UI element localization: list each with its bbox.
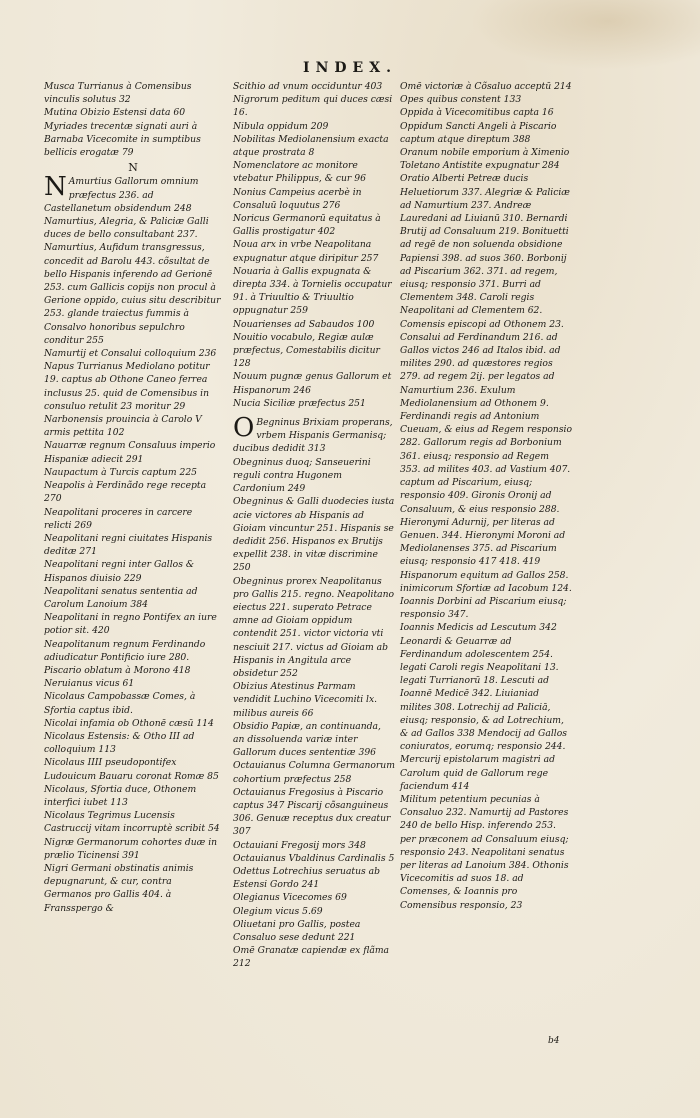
index-column-middle [233,80,395,971]
index-entry: Myriades trecentæ signati auri à Barnaba Vicecomite in sumptibus bellicis erogatæ 79 [44,120,201,159]
index-entry: Neruianus vicus 61 [44,678,135,690]
index-entry: Noricus Germanorū equitatus à Gallis prostigatur 402 [233,213,381,238]
letter-heading: N [128,161,138,175]
index-entry: Oppidum Sancti Angeli à Piscario captum atque direptum 388 [400,120,557,145]
index-entry: Nauarræ regnum Consaluus imperio Hispaniæ adiecit 291 [44,440,216,465]
index-entry: Scithio ad vnum occiduntur 403 [233,81,383,92]
index-entry: Oranum nobile emporium à Ximenio Toletano Antistite expugnatur 284 [400,147,570,172]
drop-cap: O [233,413,255,444]
index-entry: Obegninus prorex Neapolitanus pro Gallis 215. regno. Neapolitano eiectus 221. superato Petrace amne ad Gioiam oppidum contendit 251. victor victoria vti nesciuit 217. victus ad Gioiam ab Hispanis in Angitula arce obsidetur 252 [233,575,395,679]
index-entry: Namurtius, Alegria, & Paliciæ Galli duces de bello consultabant 237. [44,216,209,241]
index-column-left [44,80,222,915]
index-entry: Obegninus duoq; Sanseuerini reguli contra Hugonem Cardonium 249 [233,456,371,495]
index-entry: Naupactum à Turcis captum 225 [44,466,198,478]
index-entry: Obsidio Papiæ, an continuanda, an dissoluenda variæ inter Gallorum duces sententiæ 396 [233,720,381,759]
drop-cap: N [44,172,67,203]
index-entry: Nouitio vocabulo, Regiæ aulæ præfectus, Comestabilis dicitur 128 [233,331,380,370]
index-entry: Nicolai infamia ob Othonē cæsū 114 [44,717,214,729]
index-entry: Nicolaus Campobassæ Comes, à Sfortia captus ibid. [44,691,196,716]
index-entry: Nouum pugnæ genus Gallorum et Hispanorum 246 [233,371,392,396]
index-entry: Musca Turrianus à Comensibus vinculis solutus 32 [44,81,192,106]
index-entry: Odettus Lotrechius seruatus ab Estensi Gordo 241 [233,865,381,891]
index-entry: Oliuetani pro Gallis, postea Consaluo sese dedunt 221 [233,918,361,943]
index-entry: Oppida à Vicecomitibus capta 16 [400,107,554,119]
index-entry: Nomenclatore ac monitore vtebatur Philippus, & cur 96 [233,160,366,185]
index-entry: Nicolaus IIII pseudopontifex Ludouicum Bauaru coronat Romæ 85 [44,757,219,782]
index-entry: Obizius Atestinus Parmam vendidit Luchino Vicecomiti lx. milibus aureis 66 [233,681,378,719]
index-entry: Obegninus & Galli duodecies iusta acie victores ab Hispanis ad Gioiam vincuntur 251. Hispanis se dedidit 256. Hispanos ex Brutijs expellit 238. in vitæ discrimine 250 [233,496,395,574]
index-entry: Nonius Campeius acerbè in Consaluū loquutus 276 [233,186,362,211]
index-entry: Neapolis à Ferdinãdo rege recepta 270 [44,480,207,505]
index-entry [233,413,395,456]
index-entry: Nucia Siciliæ præfectus 251 [233,397,366,409]
index-entry: Nigræ Germanorum cohortes duæ in prælio Ticinensi 391 [44,836,218,861]
index-entry: Omē Granatæ capiendæ ex flãma 212 [233,945,390,970]
entry-text: Amurtius Gallorum omnium præfectus 236. ad Castellanetum obsidendum 248 [44,176,199,214]
index-entry: Neapolitani regni ciuitates Hispanis deditæ 271 [44,532,213,558]
signature-mark: b4 [548,1036,560,1046]
page-title: INDEX. [303,60,397,76]
index-entry: Olegium vicus 5.69 [233,905,323,917]
index-entry: Neapolitanum regnum Ferdinando adiudicatur Pontificio iure 280. Piscario oblatum à Morono 418 [44,638,206,676]
index-entry: Neapolitani senatus sententia ad Carolum Lanoium 384 [44,585,198,610]
index-entry: Leonardi & Geuarræ ad Ferdinandum adolescentem 254. legati Caroli regis Neapolitani 13. legati Turrianorū 18. Lescuti ad Ioannē Medicē 342. Liuianiad milites 308. Lotrechij ad Paliciā, eiusq; responsio, & ad Lotrechium, & ad Gallos 338 Mendocij ad Gallos coniuratos, eorumq; responsio 244. Mercurij epistolarum magistri ad Carolum quid de Gallorum rege faciendum 414 [400,635,567,792]
index-column-right [400,80,572,912]
index-entry: Octauianus Columna Germanorum cohortium præfectus 258 [233,760,395,785]
index-entry: Nicolaus Estensis: & Otho III ad colloquium 113 [44,730,195,756]
index-entry: Nouarienses ad Sabaudos 100 [233,318,375,330]
index-entry: Octauianus Vbaldinus Cardinalis 5 [233,852,395,864]
index-entry: Nicolaus, Sfortia duce, Othonem interfici iubet 113 [44,783,197,808]
index-entry: Namurtius, Aufidum transgressus, concedit ad Barolu 443. cõsultat de bello Hispanis inferendo ad Gerionē 253. cum Gallicis copijs non procul à Gerione oppido, cuius situ describitur 253. glande traiectus fummis à Consalvo honoribus sepulchro conditur 255 [44,242,221,346]
index-entry: Noua arx in vrbe Neapolitana expugnatur atque diripitur 257 [233,239,379,264]
index-entry: Narbonensis prouincia à Carolo V armis pettita 102 [44,414,202,439]
index-entry: Nobilitas Mediolanensium exacta atque prostrata 8 [233,133,389,159]
index-entry: Ioannis Medicis ad Lescutum 342 [400,622,557,634]
index-entry: Militum petentium pecunias à Consaluo 232. Namurtij ad Pastores 240 de bello Hisp. inferendo 253. per præconem ad Consaluum eiusq; responsio 243. Neapolitani senatus per literas ad Lanoium 384. Othonis Vicecomitis ad suos 18. ad Comenses, & Ioannis pro Comensibus responsio, 23 [400,793,569,911]
index-entry: Napus Turrianus Mediolano potitur 19. captus ab Othone Caneo ferrea inclusus 25. quid de Comensibus in consuluo retulit 23 moritur 29 [44,361,210,412]
index-entry: Nigri Germani obstinatis animis depugnarunt, & cur, contra Germanos pro Gallis 404. à Fransspergo & [44,862,194,914]
index-entry: Oratio Alberti Petreæ ducis Heluetiorum 337. Alegriæ & Paliciæ ad Namurtium 237. Andreæ Lauredani ad Liuianū 310. Bernardi Brutij ad Consaluum 219. Bonituetti ad regē de non soluenda obsidione Papiensi 398. ad suos 360. Borbonij ad Piscarium 362. 371. ad regem, eiusq; responsio 371. Burri ad Clementem 348. Caroli regis Neapolitani ad Clementem 62. Comensis episcopi ad Othonem 23. Consalui ad Ferdinandum 216. ad Gallos victos 246 ad Italos ibid. ad milites 290. ad quæstores regios 279. ad regem 2ij. per legatos ad Namurtium 236. Exulum Mediolanensium ad Othonem 9. Ferdinandi regis ad Antonium Cueuam, & eius ad Regem responsio 282. Gallorum regis ad Borbonium 361. eiusq; responsio ad Regem 353. ad milites 403. ad Vastium 407. captum ad Piscarium, eiusq; responsio 409. Gironis Oronij ad Consaluum, & eius responsio 288. Hieronymi Adurnij, per literas ad Genuen. 344. Hieronymi Moroni ad Mediolanenses 375. ad Piscarium eiusq; responsio 417 418. 419 Hispanorum equitum ad Gallos 258. inimicorum Sfortiæ ad Iacobum 124. Ioannis Dorbini ad Piscarium eiusq; responsio 347. [400,173,573,621]
index-entry: Olegianus Vicecomes 69 [233,892,347,904]
index-entry: Octauiani Fregosij mors 348 [233,839,366,851]
index-entry: Octauianus Fregosius à Piscario captus 347 Piscarij cõsanguineus 306. Genuæ receptus dux creatur 307 [233,786,391,838]
index-entry: Nibula oppidum 209 [233,120,329,132]
index-entry: Neapolitani regni inter Gallos & Hispanos diuisio 229 [44,559,195,584]
index-entry: Opes quibus constent 133 [400,94,522,106]
index-entry: Nigrorum peditum qui duces cæsi 16. [233,94,393,119]
index-entry: Neapolitani in regno Pontifex an iure potior sit. 420 [44,612,217,637]
index-entry [44,172,222,215]
entry-text: Begninus Brixiam properans, vrbem Hispanis Germanisq; ducibus dedidit 313 [233,417,393,455]
index-entry: Namurtij et Consalui colloquium 236 [44,348,217,360]
index-entry: Neapolitani proceres in carcere relicti 269 [44,506,193,531]
index-entry: Omē victoriæ à Cõsaluo acceptū 214 [400,81,572,92]
index-entry: Nicolaus Tegrimus Lucensis Castruccij vitam incorruptè scribit 54 [44,810,220,835]
index-entry: Mutina Obizio Estensi data 60 [44,107,186,119]
index-entry: Nouaria à Gallis expugnata & direpta 334. à Tornielis occupatur 91. à Triuultio & Triuultio oppugnatur 259 [233,265,392,317]
